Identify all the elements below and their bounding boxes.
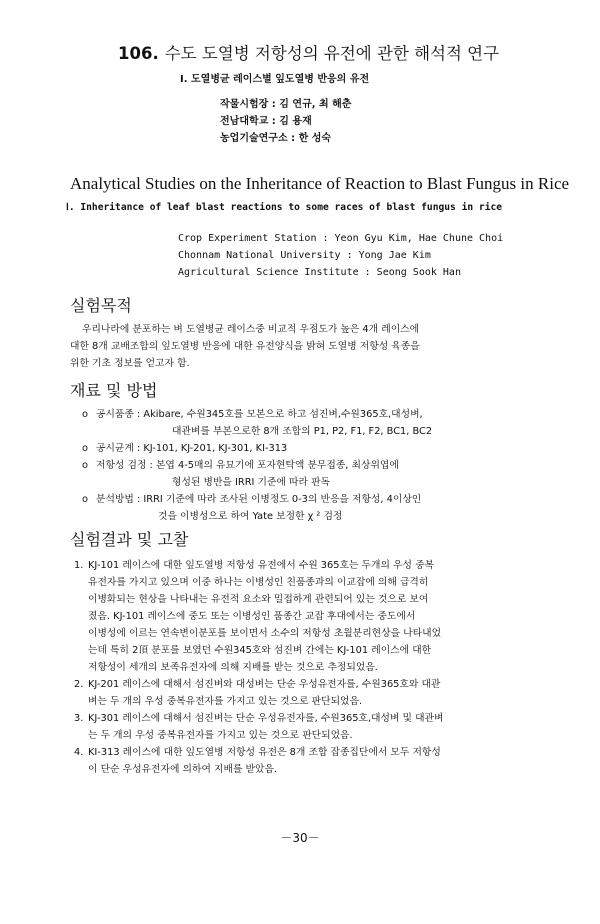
section-heading-results: 실험결과 및 고찰 (70, 530, 189, 549)
list-item (74, 744, 444, 778)
paragraph-line: 위한 기초 정보를 얻고자 함. (70, 358, 190, 369)
item-number: 3. (74, 713, 84, 724)
list-item-line: KJ-301 레이스에 대해서 섬진벼는 단순 우성유전자를, 수원365호,대성벼 및 대관벼 (88, 713, 444, 724)
list-item-line: 대관벼를 부본으로한 8개 조합의 P1, P2, F1, F2, BC1, BC2 (172, 426, 433, 437)
section-heading-materials: 재료 및 방법 (70, 381, 158, 400)
list-item-line: 공시품종 : Akibare, 수원345호를 모본으로 하고 섬진벼,수원365호,대성벼, (96, 409, 423, 420)
page-number: －30－ (280, 831, 320, 845)
subtitle-korean: Ⅰ. 도열병균 레이스별 잎도열병 반응의 유전 (180, 74, 370, 85)
bullet: o (82, 494, 88, 505)
section-heading-objective: 실험목적 (70, 296, 132, 315)
list-item-line: 졌음. KJ-101 레이스에 중도 또는 이병성인 품종간 교잡 후대에서는 중도에서 (88, 611, 416, 622)
list-item-line: 이병화되는 현상을 나타내는 유전적 요소와 밀접하게 관련되어 있는 것으로 보여 (88, 594, 429, 605)
list-item-line: 저항성 검정 : 본엽 4-5매의 유묘기에 포자현탁액 분무접종, 최상위엽에 (96, 460, 399, 471)
list-item-line: KJ-201 레이스에 대해서 섬진벼와 대성벼는 단순 우성유전자를, 수원365호와 대관 (88, 679, 441, 690)
list-item-line: KJ-101 레이스에 대한 잎도열병 저항성 유전에서 수원 365호는 두개의 우성 중복 (88, 560, 435, 571)
author-affiliation: Agricultural Science Institute : Seong Sook Han (178, 267, 461, 278)
author-affiliation: 농업기술연구소 : 한 성숙 (220, 133, 332, 144)
item-number: 4. (74, 747, 84, 758)
authors-english (178, 230, 503, 281)
title-english: Analytical Studies on the Inheritance of Reaction to Blast Fungus in Rice (70, 174, 570, 193)
objective-paragraph (70, 321, 420, 372)
authors-korean (220, 96, 351, 147)
list-item (74, 557, 444, 676)
list-item-line: 는 두 개의 우성 중복유전자를 가지고 있는 것으로 판단되었음. (88, 730, 353, 741)
list-item (82, 440, 432, 457)
paragraph-line: 우리나라에 분포하는 벼 도열병균 레이스중 비교적 우점도가 높은 4개 레이스에 (82, 324, 420, 335)
list-item-line: 는데 특히 2頂 분포를 보였던 수원345호와 섬진벼 간에는 KJ-101 레이스에 대한 (88, 645, 432, 656)
list-item-line: 이 단순 우성유전자에 의하여 지배를 받았음. (88, 764, 278, 775)
list-item-line: 이병성에 이르는 연속변이분포를 보이면서 소수의 저항성 초월분리현상을 나타내었 (88, 628, 442, 639)
list-item-line: KI-313 레이스에 대한 잎도열병 저항성 유전은 8개 조합 잡종집단에서 모두 저항성 (88, 747, 441, 758)
list-item-line: 저항성이 세개의 보족유전자에 의해 지배를 받는 것으로 추정되었음. (88, 662, 378, 673)
author-affiliation: Crop Experiment Station : Yeon Gyu Kim, Hae Chune Choi (178, 233, 504, 244)
subtitle-english: Ⅰ. Inheritance of leaf blast reactions to some races of blast fungus in rice (66, 202, 503, 213)
list-item (82, 406, 432, 440)
paper-title (118, 40, 499, 64)
item-number: 1. (74, 560, 84, 571)
results-list (74, 557, 444, 778)
list-item-line: 공시균계 : KJ-101, KJ-201, KJ-301, KI-313 (96, 443, 288, 454)
bullet: o (82, 443, 88, 454)
item-number: 2. (74, 679, 84, 690)
list-item (82, 457, 432, 491)
list-item-line: 형성된 병반을 IRRI 기준에 따라 판독 (172, 477, 330, 488)
paper-number: 106. (118, 44, 159, 63)
author-affiliation: 전남대학교 : 김 용재 (220, 116, 312, 127)
bullet: o (82, 409, 88, 420)
materials-list (82, 406, 432, 525)
list-item-line: 것을 이병성으로 하여 Yate 보정한 χ ² 검정 (158, 511, 343, 522)
list-item-line: 유전자를 가지고 있으며 이중 하나는 이병성인 친품종과의 이교잡에 의해 급격히 (88, 577, 429, 588)
list-item (74, 710, 444, 744)
title-korean: 수도 도열병 저항성의 유전에 관한 해석적 연구 (164, 44, 500, 63)
list-item-line: 벼는 두 개의 우성 중복유전자를 가지고 있는 것으로 판단되었음. (88, 696, 363, 707)
list-item (82, 491, 432, 525)
paragraph-line: 대한 8개 교배조합의 잎도열병 반응에 대한 유전양식을 밝혀 도열병 저항성 육종을 (70, 341, 420, 352)
bullet: o (82, 460, 88, 471)
author-affiliation: Chonnam National University : Yong Jae Kim (178, 250, 431, 261)
list-item-line: 분석방법 : IRRI 기준에 따라 조사된 이병정도 0-3의 반응을 저항성, 4이상인 (96, 494, 422, 505)
list-item (74, 676, 444, 710)
author-affiliation: 작물시험장 : 김 연규, 최 해춘 (220, 99, 352, 110)
